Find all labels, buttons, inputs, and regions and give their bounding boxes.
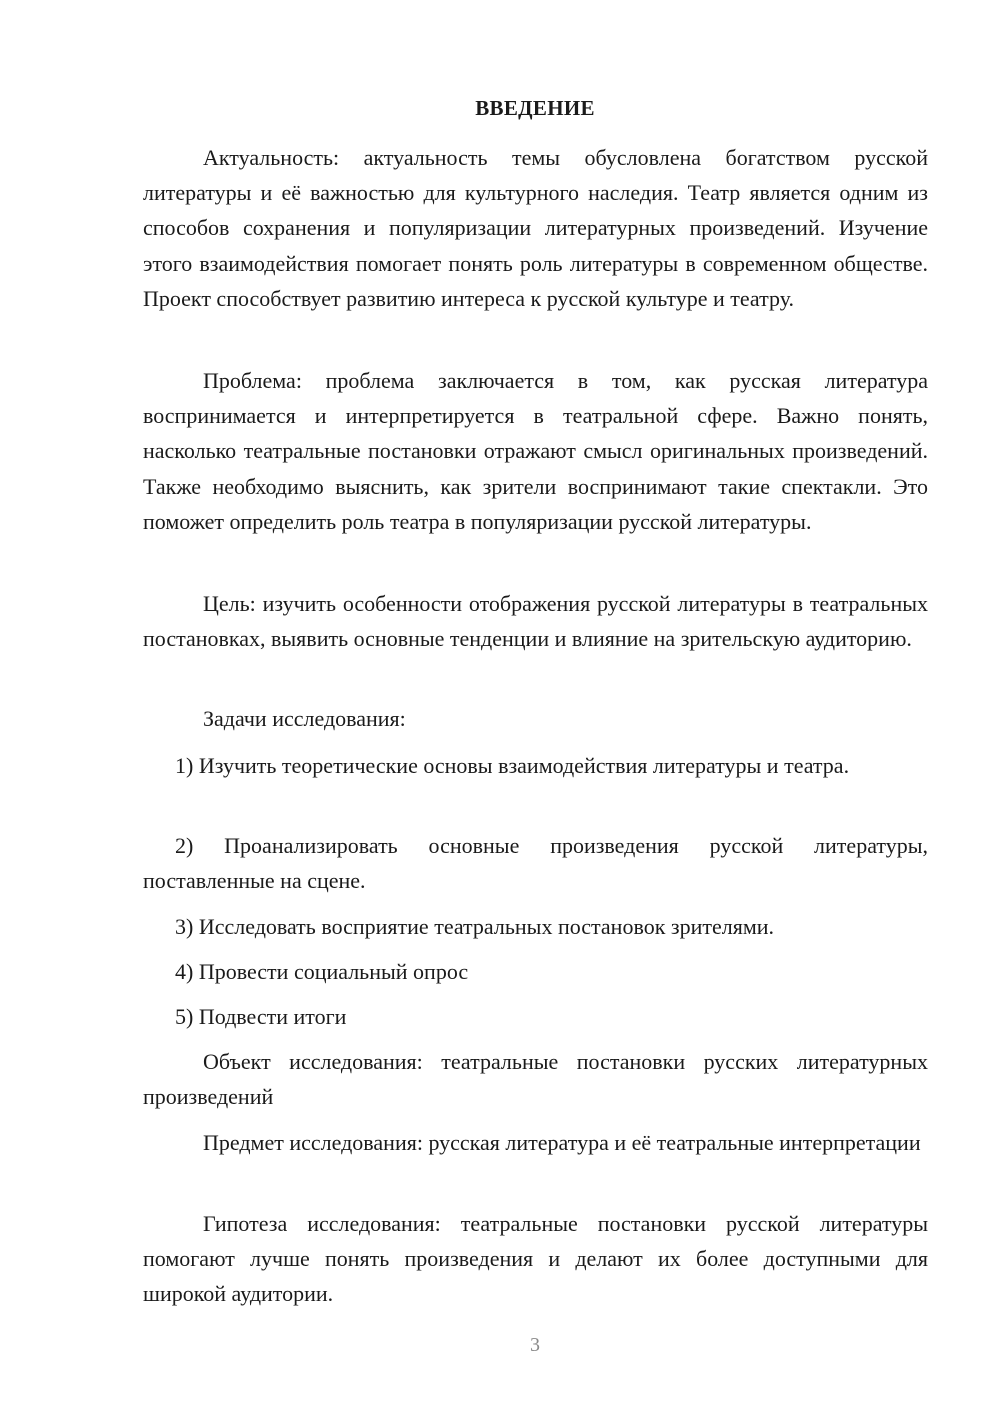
paragraph-subject: Предмет исследования: русская литература и её театральные интерпретации — [203, 1130, 921, 1155]
paragraph-hypothesis: Гипотеза исследования: театральные постановки русской литературы помогают лучше понять произведения и делают их более доступными для широкой аудитории. — [143, 1211, 928, 1307]
task-item-4: 4) Провести социальный опрос — [175, 959, 469, 984]
task-item-1: 1) Изучить теоретические основы взаимодействия литературы и театра. — [175, 753, 850, 778]
task-item-3: 3) Исследовать восприятие театральных постановок зрителями. — [175, 914, 775, 939]
page-title: ВВЕДЕНИЕ — [475, 96, 595, 120]
paragraph-problem: Проблема: проблема заключается в том, как русская литература воспринимается и интерпретируется в театральной сфере. Важно понять, насколько театральные постановки отражают смысл оригинальных произведений. Также необходимо выяснить, как зрители воспринимают такие спектакли. Это поможет определить роль театра в популяризации русской литературы. — [143, 368, 928, 534]
task-item-5: 5) Подвести итоги — [175, 1004, 347, 1029]
paragraph-goal: Цель: изучить особенности отображения русской литературы в театральных постановках, выявить основные тенденции и влияние на зрительскую аудиторию. — [143, 591, 928, 652]
paragraph-object: Объект исследования: театральные постановки русских литературных произведений — [143, 1049, 928, 1110]
page-number: 3 — [530, 1334, 540, 1356]
paragraph-relevance: Актуальность: актуальность темы обусловлена богатством русской литературы и её важностью для культурного наследия. Театр является одним из способов сохранения и популяризации литературных произведений. Изучение этого взаимодействия помогает понять роль литературы в современном обществе. Проект способствует развитию интереса к русской культуре и театру. — [143, 145, 928, 311]
tasks-title: Задачи исследования: — [203, 706, 406, 731]
task-item-2: 2) Проанализировать основные произведения русской литературы, поставленные на сцене. — [143, 833, 928, 894]
